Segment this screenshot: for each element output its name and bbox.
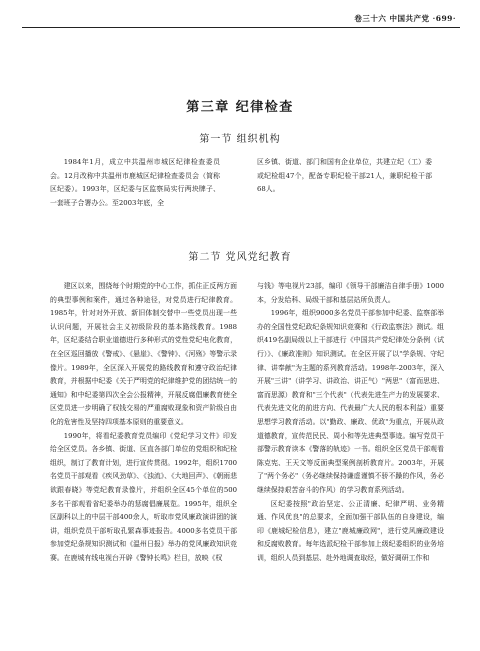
paragraph: 1990年，将看纪委教育党员编印《党纪学习文件》印发给全区党员。各乡镇、街道、区直各部门单位的党组织和纪检组织，制订了教育计划，进行宣传贯彻。1992年，组织1700名党员干部观看《疾风劲草》、《浊流》、《大地回声》、《朝雨悲欲跟春晓》等党纪教育录像片，并组织全区45个单位的500多名干部观看省纪委举办的惩腐倡廉展览。1995年，组织全区副科以上的中层干部400余人，听取市党风廉政演讲团的演讲，组织党员干部听取孔繁森事迹报告。4000多名党员干部参加党纪条规知识测试和《温州日报》举办的党风廉政知识竞赛。在鹿城有线电视台开辟《警钟长鸣》栏目，放映《权: [50, 431, 237, 562]
paragraph: 1984年1月，成立中共温州市城区纪律检查委员会。12月改称中共温州市鹿城区纪律检查委员会（简称区纪委）。1993年，区纪委与区监察局实行两块牌子、一套班子合署办公。至2003年底，全: [50, 158, 220, 207]
header-rule: [22, 27, 460, 28]
running-header: 卷三十六 中国共产党 ·699·: [354, 14, 456, 23]
chapter-title: 第三章 纪律检查: [186, 100, 294, 115]
section-title-organization: 第一节 组织机构: [199, 134, 281, 145]
paragraph: 区纪委按照"政治坚定、公正清廉、纪律严明、业务精通、作风优良"的总要求，全面加强干部队伍的自身建设，编印《鹿城纪检信息》，建立"鹿城廉政网"，进行党风廉政建设和反腐败教育。每年选派纪检干部参加上级纪委组织的业务培训，组织人员到基层、赴外地调查取经，做好调研工作和: [257, 499, 444, 562]
section1-right-column: [257, 156, 432, 197]
section2-left-column: [50, 280, 237, 565]
section2-right-column: [257, 280, 444, 565]
section-title-education: 第二节 党风党纪教育: [188, 252, 292, 263]
paragraph: 与钱》等电视片23部，编印《领导干部廉洁自律手册》1000本，分发给科、局级干部和基层站所负责人。: [257, 282, 444, 304]
paragraph: 1996年，组织9000多名党员干部参加中纪委、监察部举办的全国性党纪政纪条规知识竞赛和《行政监察法》测试。组织419名副局级以上干部进行《中国共产党纪律处分条例（试行）》、《廉政准则》知识测试。在全区开展了以"学条规、守纪律、讲奉献"为主题的系列教育活动。1998年-2003年，深入开展"三讲"（讲学习、讲政治、讲正气）"两思"（富而思进、富而思源）教育和"三个代表"（代表先进生产力的发展要求、代表先进文化的前进方向、代表最广大人民的根本利益）重要思想学习教育活动。以"勤政、廉政、优政"为重点，开展从政道德教育，宣传范民民、周小和等先进典型事迹。编写党员干部警示教育读本《警落的轨迹》一书。组织全区党员干部观看陈克宪、王天文等反面典型案例剖析教育片。2003年，开展了"两个务必"（务必继续保持谦虚谨慎不骄不躁的作风，务必继续保持艰苦奋斗的作风）的学习教育系列活动。: [257, 309, 444, 494]
section1-left-column: [50, 156, 220, 210]
paragraph: 建区以来，围绕每个时期党的中心工作，抓住正反两方面的典型事例和案件，通过各种途径，对党员进行纪律教育。1985年，针对对外开放、新旧体制交替中一些党员出现一些认识问题，开展社会主义初级阶段的基本路线教育。1988年，区纪委结合职业道德进行多种形式的党性党纪电化教育，在全区巡回播放《警戒》、《悬崖》、《警钟》、《河殇》等警示录像片。1989年，全区深入开展党的路线教育和遵守政治纪律教育，并根据中纪委《关于严明党的纪律维护党的团结统一的通知》和中纪委第四次全会公报精神，开展反腐倡廉教育使全区党员进一步明确了权钱交易的严重腐败现象和资产阶级自由化的危害性及坚持四项基本原则的重要意义。: [50, 282, 237, 426]
paragraph: 区乡镇、街道、部门和国有企业单位，共建立纪（工）委或纪检组47个，配备专职纪检干部21人，兼职纪检干部68人。: [257, 158, 432, 194]
